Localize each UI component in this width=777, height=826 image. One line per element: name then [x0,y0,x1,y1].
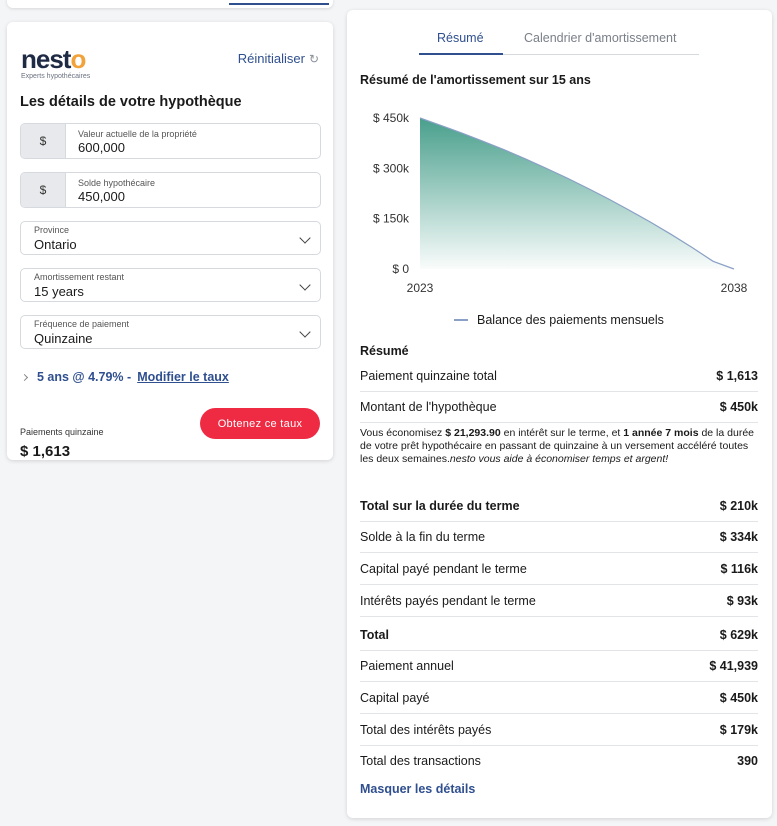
row-label: Paiement quinzaine total [360,368,497,383]
details-row [360,650,758,682]
logo-tagline: Experts hypothécaires [21,73,91,80]
select-label: Fréquence de paiement [34,319,130,329]
row-value: $ 450k [719,400,758,414]
y-tick-label: $ 450k [372,111,409,125]
savings-text: de la durée de votre prêt hypothécaire en passant de quinzaine à un versement accéléré toutes les deux semaines. [360,427,755,465]
savings-slogan: nesto vous aide à économiser temps et argent! [449,453,669,465]
summary-row [360,391,758,423]
field-label: Valeur actuelle de la propriété [78,129,197,139]
currency-prefix: $ [21,173,66,207]
legend-swatch [454,319,468,321]
rate-summary[interactable] [22,370,229,384]
y-tick-label: $ 150k [372,211,409,226]
row-label: Total des transactions [360,754,481,768]
province-select[interactable] [20,221,321,255]
get-rate-button[interactable]: Obtenez ce taux [200,408,320,439]
select-label: Province [34,225,70,235]
active-tab-indicator [419,53,503,55]
logo-word-accent: o [70,44,86,74]
row-label: Total des intérêts payés [360,722,492,737]
details-row [360,490,758,522]
previous-card-edge [7,0,333,8]
details-row [360,682,758,714]
details-row [360,714,758,746]
row-label: Paiement annuel [360,658,454,673]
select-value: Ontario [34,237,77,252]
savings-note [360,427,758,466]
chevron-down-icon [299,326,310,337]
row-value: $ 1,613 [716,368,758,383]
savings-text: en intérêt sur le terme, et [500,427,624,439]
details-row [360,745,758,777]
payment-value: $ 1,613 [20,443,71,460]
active-indicator [229,3,329,5]
nesto-logo [21,46,90,80]
reset-button[interactable] [238,51,319,66]
tab-summary[interactable]: Résumé [437,31,484,45]
row-label: Total [360,627,389,642]
modify-rate-link[interactable]: Modifier le taux [137,370,229,384]
payment-frequency-select[interactable] [20,315,321,349]
select-value: Quinzaine [34,331,93,346]
section-title: Les détails de votre hypothèque [20,94,242,110]
refresh-icon: ↻ [308,51,319,66]
chart-legend [454,313,664,327]
row-value: $ 41,939 [709,658,758,673]
chevron-down-icon [299,279,310,290]
tab-amortization-schedule[interactable]: Calendrier d'amortissement [524,31,677,45]
field-label: Solde hypothécaire [78,178,156,188]
row-value: $ 116k [720,561,758,576]
currency-prefix: $ [21,124,66,158]
amortization-chart [347,100,772,310]
chart-title: Résumé de l'amortissement sur 15 ans [360,73,591,87]
mortgage-details-card [7,22,333,460]
hide-details-link[interactable]: Masquer les détails [360,782,476,796]
details-row [360,585,758,617]
mortgage-balance-input[interactable]: 450,000 [78,189,125,204]
row-label: Capital payé [360,690,430,705]
amortization-select[interactable] [20,268,321,302]
y-tick-label: $ 0 [392,262,409,276]
logo-word: nest [21,44,71,74]
y-tick-label: $ 300k [372,161,409,176]
reset-label: Réinitialiser [237,51,305,66]
tab-bar [419,28,699,55]
row-label: Intérêts payés pendant le terme [360,593,536,608]
row-value: $ 629k [719,627,758,642]
details-row [360,521,758,553]
savings-amount: $ 21,293.90 [445,427,501,439]
savings-text: Vous économisez [360,427,446,439]
row-value: 390 [737,754,758,768]
savings-duration: 1 année 7 mois [623,427,699,439]
select-label: Amortissement restant [34,272,125,282]
row-label: Total sur la durée du terme [360,498,520,513]
property-value-input[interactable]: 600,000 [78,140,125,155]
summary-row [360,360,758,392]
row-value: $ 210k [719,498,758,513]
x-tick-label: 2023 [406,281,434,295]
summary-heading: Résumé [360,344,409,358]
rate-text: 5 ans @ 4.79% - [37,370,132,384]
property-value-field[interactable] [20,123,321,159]
legend-label: Balance des paiements mensuels [477,313,664,327]
row-value: $ 93k [726,593,758,608]
details-row [360,553,758,585]
chevron-right-icon [21,373,28,380]
chevron-down-icon [299,232,310,243]
details-row [360,619,758,651]
payment-label: Paiements quinzaine [20,427,104,437]
row-label: Capital payé pendant le terme [360,561,527,576]
x-tick-label: 2038 [720,281,748,295]
row-label: Solde à la fin du terme [360,529,486,544]
divider [360,422,758,423]
amortization-summary-card [347,10,772,818]
row-value: $ 334k [719,529,758,544]
row-value: $ 179k [719,722,758,737]
row-label: Montant de l'hypothèque [360,400,497,414]
select-value: 15 years [34,284,84,299]
row-value: $ 450k [719,690,758,705]
mortgage-balance-field[interactable] [20,172,321,208]
balance-area [420,118,734,269]
